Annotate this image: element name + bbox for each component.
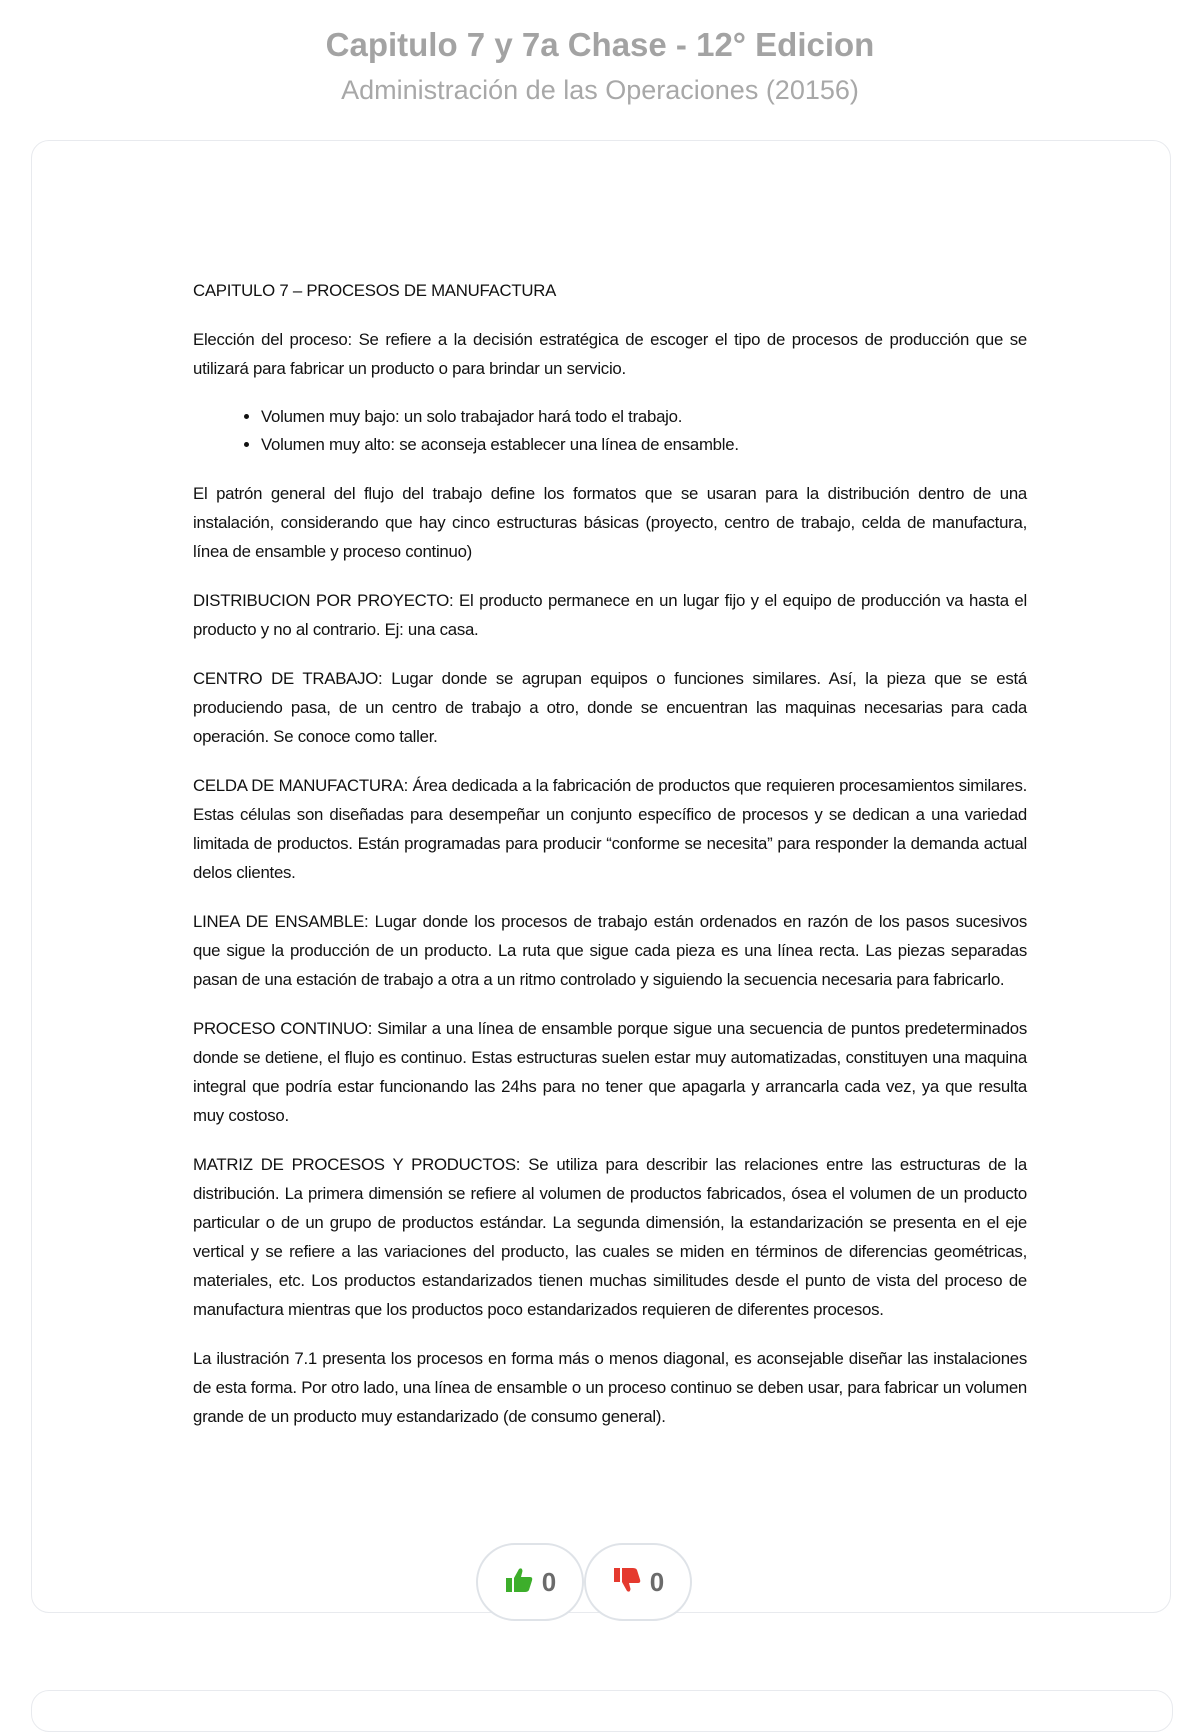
dislike-count: 0 — [649, 1566, 665, 1597]
doc-paragraph: CELDA DE MANUFACTURA: Área dedicada a la fabricación de productos que requieren procesamientos similares. Estas células son diseñadas para desempeñar un conjunto específico de procesos y se dedican a una variedad limitada de productos. Están programadas para producir “conforme se necesita” para responder la demanda actual delos clientes. — [193, 776, 1027, 882]
doc-paragraph: LINEA DE ENSAMBLE: Lugar donde los procesos de trabajo están ordenados en razón de los pasos sucesivos que sigue la producción de un producto. La ruta que sigue cada pieza es una línea recta. Las piezas separadas pasan de una estación de trabajo a otra a un ritmo controlado y siguiendo la secuencia necesaria para fabricarlo. — [193, 912, 1027, 989]
doc-paragraph: DISTRIBUCION POR PROYECTO: El producto permanece en un lugar fijo y el equipo de producción va hasta el producto y no al contrario. Ej: una casa. — [193, 591, 1027, 639]
doc-paragraph: La ilustración 7.1 presenta los procesos en forma más o menos diagonal, es aconsejable diseñar las instalaciones de esta forma. Por otro lado, una línea de ensamble o un proceso continuo se deben usar, para fabricar un volumen grande de un producto muy estandarizado (de consumo general). — [193, 1349, 1027, 1426]
thumbs-up-icon — [504, 1566, 534, 1599]
doc-paragraph: MATRIZ DE PROCESOS Y PRODUCTOS: Se utiliza para describir las relaciones entre las estructuras de la distribución. La primera dimensión se refiere al volumen de productos fabricados, ósea el volumen de un producto particular o de un grupo de productos estándar. La segunda dimensión, la estandarización se presenta en el eje vertical y se refiere a las variaciones del producto, las cuales se miden en términos de diferencias geométricas, materiales, etc. Los productos estandarizados tienen muchas similitudes desde el punto de vista del proceso de manufactura mientras que los productos poco estandarizados requieren de diferentes procesos. — [193, 1155, 1027, 1319]
page-title: Capitulo 7 y 7a Chase - 12° Edicion — [325, 26, 875, 63]
bullet-item: • Volumen muy alto: se aconseja establecer una línea de ensamble. — [261, 431, 1027, 459]
chapter-heading: CAPITULO 7 – PROCESOS DE MANUFACTURA — [193, 281, 557, 300]
bullet-item: • Volumen muy bajo: un solo trabajador hará todo el trabajo. — [261, 403, 1027, 431]
page-header — [0, 22, 1200, 112]
dislike-button[interactable] — [584, 1543, 692, 1621]
bullet-list — [193, 403, 1027, 459]
doc-paragraph: PROCESO CONTINUO: Similar a una línea de ensamble porque sigue una secuencia de puntos predeterminados donde se detiene, el flujo es continuo. Estas estructuras suelen estar muy automatizadas, constituyen una maquina integral que podría estar funcionando las 24hs para no tener que apagarla y arrancarla cada vez, ya que resulta muy costoso. — [193, 1019, 1027, 1125]
like-count: 0 — [541, 1566, 557, 1597]
course-subtitle: Administración de las Operaciones (20156) — [341, 75, 859, 105]
vote-controls — [476, 1543, 696, 1625]
doc-paragraph: Elección del proceso: Se refiere a la decisión estratégica de escoger el tipo de procesos de producción que se utilizará para fabricar un producto o para brindar un servicio. — [193, 330, 1027, 378]
like-button[interactable] — [476, 1543, 584, 1621]
document-page — [193, 276, 1027, 1451]
thumbs-down-icon — [612, 1566, 642, 1599]
doc-paragraph: CENTRO DE TRABAJO: Lugar donde se agrupan equipos o funciones similares. Así, la pieza que se está produciendo pasa, de un centro de trabajo a otro, donde se encuentran las maquinas necesarias para cada operación. Se conoce como taller. — [193, 669, 1027, 746]
next-card-edge — [31, 1690, 1173, 1732]
doc-paragraph: El patrón general del flujo del trabajo define los formatos que se usaran para la distribución dentro de una instalación, considerando que hay cinco estructuras básicas (proyecto, centro de trabajo, celda de manufactura, línea de ensamble y proceso continuo) — [193, 484, 1027, 561]
